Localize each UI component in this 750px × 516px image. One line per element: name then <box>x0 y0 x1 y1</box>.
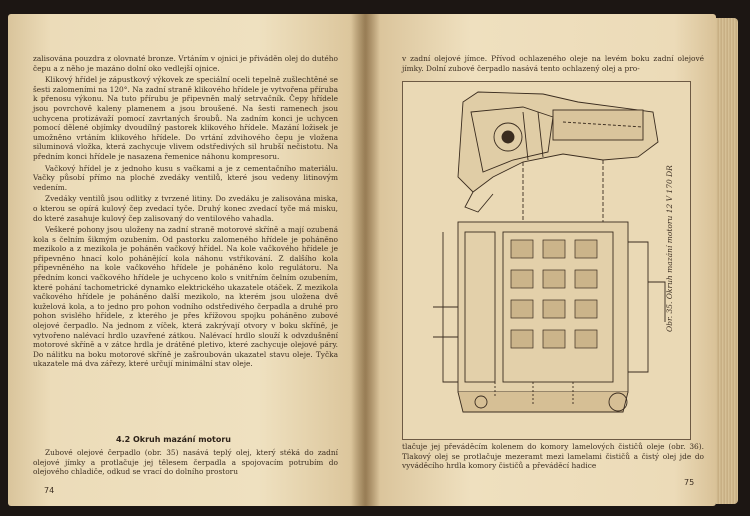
engine-diagram <box>403 82 690 439</box>
paragraph: Zvedáky ventilů jsou odlitky z tvrzené litiny. Do zvedáku je zalisována miska, o kterou se opírá kulový čep zvedací tyče. Druhý konec zvedací tyče má misku, do které zasahuje kulový čep zalisovaný do ventilového vahadla. <box>33 194 338 223</box>
left-page <box>8 14 366 506</box>
left-page-body <box>33 54 338 371</box>
paragraph: Zubové olejové čerpadlo (obr. 35) nasává teplý olej, který stéká do zadní olejové jímky a protlačuje jej tělesem čerpadla a spojovacím potrubím do olejového chladiče, odkud se vrací do dolního prostoru <box>33 448 338 477</box>
right-page-top-text <box>402 54 704 75</box>
section-heading: 4.2 Okruh mazání motoru <box>116 435 232 444</box>
figure-engine-lubrication <box>402 81 691 440</box>
paragraph: Veškeré pohony jsou uloženy na zadní straně motorové skříně a mají ozubená kola s čelním šikmým ozubením. Od pastorku zalomeného hřídele je poháněno mezikolo a z mezikola je poháněn vačkový hřídel. Na kole vačkového hřídele je připevněno hnací kolo pohánějící kola náhonu vstřikování. Z dalšího kola připevněného na kole vačkového hřídele je poháněno kolo regulátoru. Na předním konci vačkového hřídele je uchyceno kolo s vnitřním čelním ozubením, které pohání tachometrické dynamko elektrického ukazatele otáček. Z mezikola vačkového hřídele je poháněno další mezikolo, na kterém jsou uložena dvě kuželová kola, a to jedno pro pohon vodního odstředivého čerpadla a druhé pro pohon svislého hřídele, z kterého je přes křížovou spojku poháněno zubové olejové čerpadlo. Na jednom z víček, která zakrývají otvory v boku skříně, je vytvořeno nalévací hrdlo uzavřené zátkou. Nalévací hrdlo slouží k odvzdušnění motorové skříně a v zátce hrdla je drátěné pletivo, které zachycuje olejové páry. Do nálitku na boku motorové skříně je zašroubován ukazatel stavu oleje. Tyčka ukazatele má dva zářezy, které určují minimální stav oleje. <box>33 225 338 369</box>
page-edges <box>716 18 738 504</box>
paragraph: zalisována pouzdra z olovnaté bronze. Vrtáním v ojnici je přiváděn olej do dutého čepu a z něho je mazáno dolní oko vedlejší ojnice. <box>33 54 339 73</box>
paragraph: Vačkový hřídel je z jednoho kusu s vačkami a je z cementačního materiálu. Vačky působí přímo na ploché zvedáky ventilů, které jsou vedeny litinovým vedením. <box>33 163 338 192</box>
page-number: 75 <box>684 478 695 487</box>
paragraph: v zadní olejové jímce. Přívod ochlazeného oleje na levém boku zadní olejové jímky. Dolní zubové čerpadlo nasává tento ochlazený olej a pro- <box>402 54 704 73</box>
figure-caption: Obr. 35. Okruh mazání motoru 12 V 170 DR <box>665 165 674 332</box>
section-intro <box>33 448 338 479</box>
page-number: 74 <box>44 486 55 495</box>
right-page-bottom-text <box>402 442 704 473</box>
paragraph: tlačuje jej převáděcím kolenem do komory lamelových čističů oleje (obr. 36). Tlakový olej se protlačuje mezeramt mezi lamelami čističů a čistý olej jde do vyváděcího hrdla komory čističů a převáděcí hadice <box>402 442 704 471</box>
paragraph: Klikový hřídel je zápustkový výkovek ze speciální oceli tepelně zušlechtěné se šesti zalomeními na 120°. Na zadní straně klikového hřídele je vytvořena příruba k přenosu výkonu. Na tuto přírubu je připevněn malý setrvačník. Čepy hřídele jsou povrchově kaleny plamenem a jsou broušené. Na šesti ramenech jsou uchycena protizávaží pomocí zavrtaných šroubů. Na zadním konci je uchycen pomocí dělené objímky dvoudílný pastorek klikového hřídele. Mazání ložisek je umožněno vrtáním klikového hřídele. Do vrtání zdvihového čepu je vložena siluminová vložka, která zachycuje vlivem odstředivých sil hrubší nečistotu. Na předním konci hřídele je nasazena řemenice náhonu kompresoru. <box>33 75 338 161</box>
right-page <box>366 14 716 506</box>
